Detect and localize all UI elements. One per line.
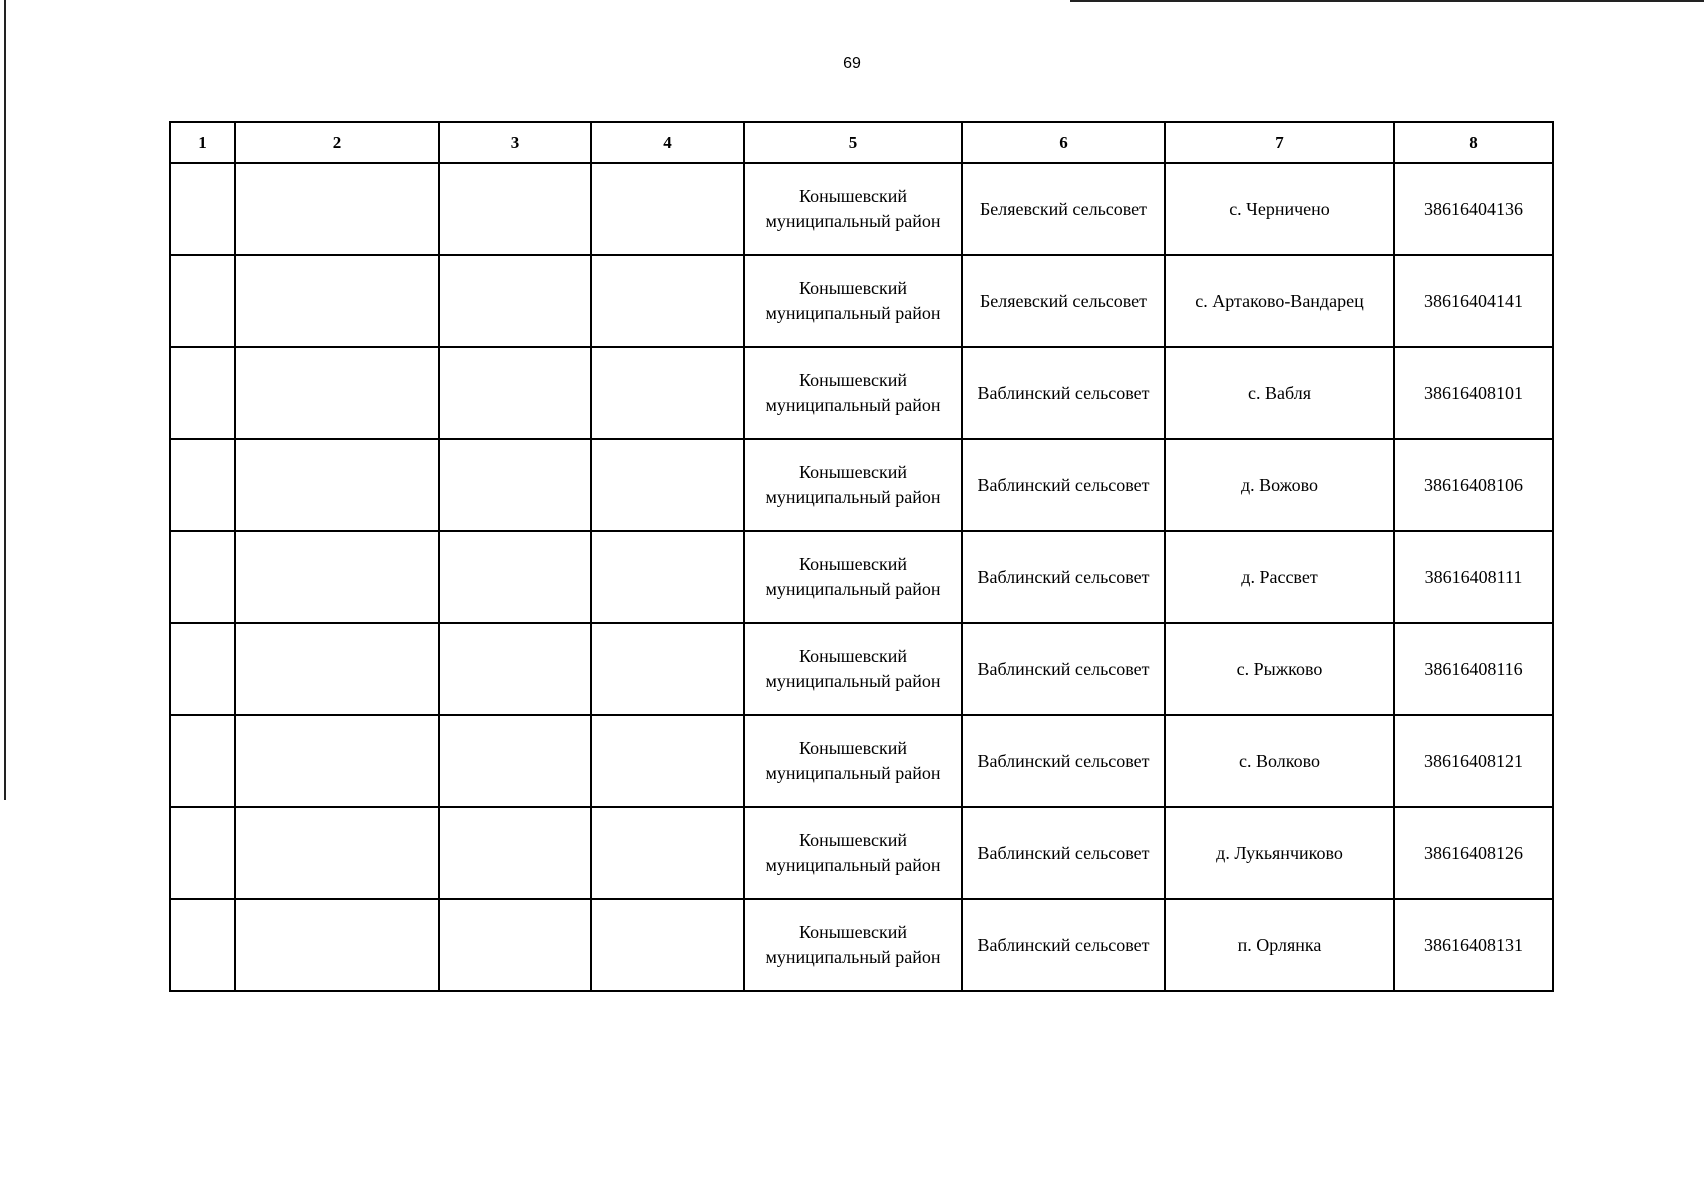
cell-col1 <box>170 807 235 899</box>
cell-settlement: с. Артаково-Вандарец <box>1165 255 1394 347</box>
cell-col4 <box>591 531 744 623</box>
column-header-5: 5 <box>744 122 962 163</box>
cell-col4 <box>591 899 744 991</box>
cell-col2 <box>235 715 439 807</box>
cell-col1 <box>170 531 235 623</box>
settlements-table <box>169 121 1554 992</box>
cell-settlement: д. Лукьянчиково <box>1165 807 1394 899</box>
cell-col3 <box>439 255 591 347</box>
cell-council: Ваблинский сельсовет <box>962 899 1165 991</box>
cell-col2 <box>235 531 439 623</box>
column-header-6: 6 <box>962 122 1165 163</box>
cell-code: 38616408131 <box>1394 899 1553 991</box>
cell-district: Конышевский муниципальный район <box>744 715 962 807</box>
cell-col1 <box>170 899 235 991</box>
cell-col3 <box>439 347 591 439</box>
cell-code: 38616408106 <box>1394 439 1553 531</box>
cell-col2 <box>235 623 439 715</box>
cell-col3 <box>439 623 591 715</box>
cell-district: Конышевский муниципальный район <box>744 347 962 439</box>
cell-col2 <box>235 439 439 531</box>
cell-code: 38616408116 <box>1394 623 1553 715</box>
table-row <box>170 163 1553 255</box>
cell-col1 <box>170 623 235 715</box>
cell-col1 <box>170 347 235 439</box>
cell-col4 <box>591 715 744 807</box>
cell-col2 <box>235 899 439 991</box>
cell-col3 <box>439 439 591 531</box>
cell-settlement: п. Орлянка <box>1165 899 1394 991</box>
cell-council: Беляевский сельсовет <box>962 255 1165 347</box>
cell-settlement: д. Рассвет <box>1165 531 1394 623</box>
table-row <box>170 899 1553 991</box>
cell-settlement: с. Черничено <box>1165 163 1394 255</box>
cell-col3 <box>439 807 591 899</box>
cell-col2 <box>235 255 439 347</box>
cell-code: 38616404136 <box>1394 163 1553 255</box>
column-header-7: 7 <box>1165 122 1394 163</box>
cell-district: Конышевский муниципальный район <box>744 807 962 899</box>
scan-edge-left <box>4 0 6 800</box>
table-row <box>170 715 1553 807</box>
cell-council: Беляевский сельсовет <box>962 163 1165 255</box>
cell-council: Ваблинский сельсовет <box>962 347 1165 439</box>
cell-col4 <box>591 439 744 531</box>
cell-district: Конышевский муниципальный район <box>744 163 962 255</box>
table-row <box>170 439 1553 531</box>
cell-col2 <box>235 807 439 899</box>
cell-col3 <box>439 899 591 991</box>
table-row <box>170 623 1553 715</box>
cell-code: 38616408101 <box>1394 347 1553 439</box>
cell-council: Ваблинский сельсовет <box>962 439 1165 531</box>
column-header-8: 8 <box>1394 122 1553 163</box>
cell-col4 <box>591 163 744 255</box>
page-number: 69 <box>843 55 861 72</box>
cell-col4 <box>591 807 744 899</box>
scan-edge-top <box>1070 0 1704 2</box>
column-header-3: 3 <box>439 122 591 163</box>
cell-col3 <box>439 163 591 255</box>
cell-code: 38616408126 <box>1394 807 1553 899</box>
cell-col4 <box>591 255 744 347</box>
cell-council: Ваблинский сельсовет <box>962 715 1165 807</box>
cell-col1 <box>170 163 235 255</box>
cell-code: 38616408121 <box>1394 715 1553 807</box>
cell-council: Ваблинский сельсовет <box>962 807 1165 899</box>
cell-col3 <box>439 715 591 807</box>
cell-col3 <box>439 531 591 623</box>
table-row <box>170 807 1553 899</box>
cell-settlement: с. Волково <box>1165 715 1394 807</box>
column-header-4: 4 <box>591 122 744 163</box>
table-row <box>170 347 1553 439</box>
cell-district: Конышевский муниципальный район <box>744 531 962 623</box>
cell-district: Конышевский муниципальный район <box>744 899 962 991</box>
cell-col2 <box>235 347 439 439</box>
table-row <box>170 255 1553 347</box>
cell-code: 38616408111 <box>1394 531 1553 623</box>
cell-col4 <box>591 623 744 715</box>
column-number-row <box>170 122 1553 163</box>
cell-col4 <box>591 347 744 439</box>
cell-district: Конышевский муниципальный район <box>744 255 962 347</box>
cell-district: Конышевский муниципальный район <box>744 623 962 715</box>
cell-col2 <box>235 163 439 255</box>
cell-district: Конышевский муниципальный район <box>744 439 962 531</box>
column-header-2: 2 <box>235 122 439 163</box>
cell-council: Ваблинский сельсовет <box>962 531 1165 623</box>
cell-settlement: д. Вожово <box>1165 439 1394 531</box>
cell-settlement: с. Рыжково <box>1165 623 1394 715</box>
table-row <box>170 531 1553 623</box>
cell-col1 <box>170 439 235 531</box>
cell-council: Ваблинский сельсовет <box>962 623 1165 715</box>
cell-settlement: с. Вабля <box>1165 347 1394 439</box>
column-header-1: 1 <box>170 122 235 163</box>
cell-col1 <box>170 715 235 807</box>
cell-col1 <box>170 255 235 347</box>
cell-code: 38616404141 <box>1394 255 1553 347</box>
